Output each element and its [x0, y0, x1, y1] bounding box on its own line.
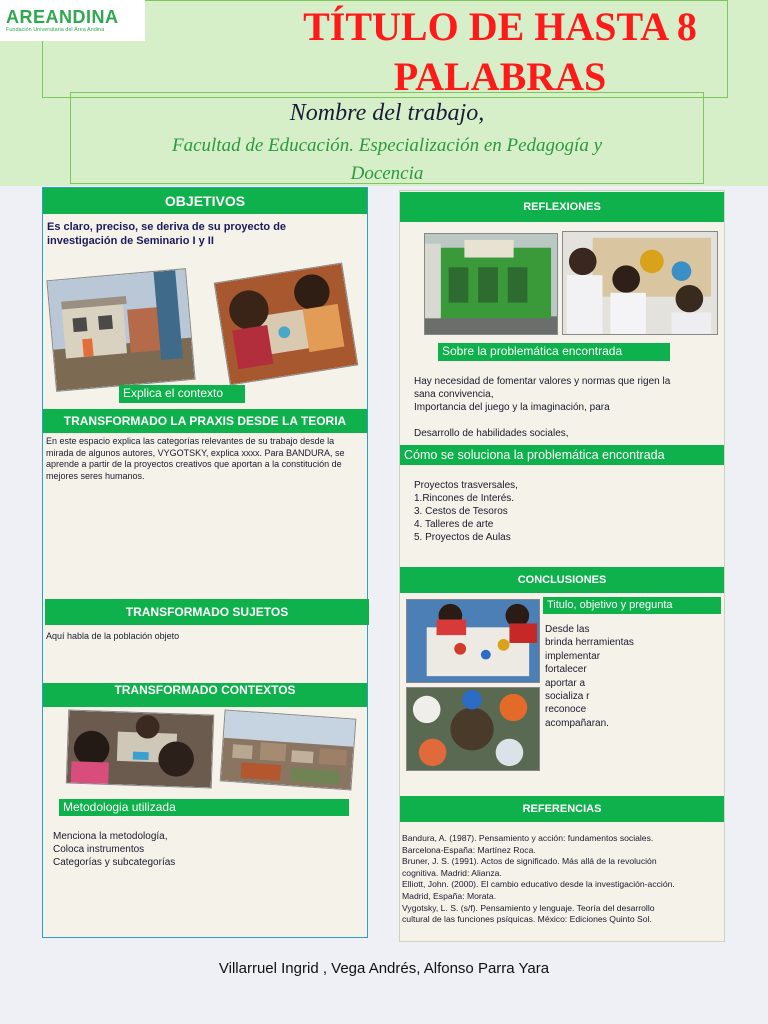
conclusiones-line: brinda herramientas: [545, 637, 634, 649]
objetivos-heading: OBJETIVOS: [43, 188, 367, 214]
conclusiones-line: reconoce: [545, 704, 587, 716]
conclusiones-label: Titulo, objetivo y pregunta: [543, 597, 721, 614]
faculty-line-1: Facultad de Educación. Especialización en Pedagogía y: [171, 135, 603, 156]
referencia-line: Elliott, John. (2000). El cambio educativo desde la investigación-acción.: [402, 879, 675, 890]
solucion-line: 4. Talleres de arte: [414, 519, 494, 530]
conclusiones-line: fortalecer: [545, 664, 587, 676]
work-name: Nombre del trabajo,: [289, 100, 485, 126]
problematica-line: [414, 414, 714, 427]
problematica-label: Sobre la problemática encontrada: [438, 343, 670, 361]
problematica-list: [414, 375, 714, 440]
logo-subtitle: Fundación Universitaria del Área Andina: [6, 27, 105, 33]
children-painting-photo: [562, 231, 718, 335]
referencia-line: Madrid, España: Morata.: [402, 890, 497, 901]
city-photo: [220, 709, 357, 790]
sujetos-text: Aquí habla de la población objeto: [46, 631, 180, 641]
metodologia-line: Menciona la metodología,: [53, 831, 168, 842]
conclusiones-line: aportar a: [545, 677, 586, 689]
referencia-line: cognitiva. Madrid: Alianza.: [402, 867, 502, 878]
reflexiones-heading: REFLEXIONES: [400, 192, 724, 222]
conclusiones-line: socializa r: [545, 691, 590, 703]
conclusiones-heading: CONCLUSIONES: [400, 567, 724, 593]
metodologia-line: Categorías y subcategorías: [53, 857, 176, 868]
left-column: [42, 187, 368, 938]
faculty-line-2: Docencia: [350, 163, 424, 184]
page-title: [250, 2, 750, 102]
problematica-line: Importancia del juego y la imaginación, para: [414, 402, 610, 413]
solucion-line: 5. Proyectos de Aulas: [414, 532, 511, 543]
right-column: [399, 190, 725, 942]
praxis-text: En este espacio explica las categorías relevantes de su trabajo desde la mirada de algunos autores, VYGOTSKY, explica xxxx. Para BANDURA, se aprende a partir de la proyectos creativos que aportan a la constitución de mejores seres humanos.: [46, 436, 345, 481]
metodologia-label: Metodologia utilizada: [59, 799, 349, 816]
objetivos-text: Es claro, preciso, se deriva de su proyecto de investigación de Seminario I y II: [47, 221, 287, 247]
title-line-2: PALABRAS: [393, 54, 607, 99]
authors: Villarruel Ingrid , Vega Andrés, Alfonso Parra Yara: [218, 960, 550, 977]
classroom-photo: [66, 709, 214, 788]
referencia-line: Barcelona-España: Martínez Roca.: [402, 844, 536, 855]
conclusiones-line: implementar: [545, 650, 601, 662]
contexto-label: Explica el contexto: [119, 385, 245, 403]
sujetos-heading: TRANSFORMADO SUJETOS: [45, 599, 369, 625]
solucion-line: 1.Rincones de Interés.: [414, 493, 515, 504]
solucion-line: Proyectos trasversales,: [414, 480, 518, 491]
logo: [0, 0, 145, 41]
kids-table-photo: [406, 599, 540, 683]
children-drawing-photo: [214, 262, 359, 385]
problematica-line: sana convivencia,: [414, 389, 494, 400]
praxis-heading: TRANSFORMADO LA PRAXIS DESDE LA TEORIA: [43, 409, 367, 433]
title-line-1: TÍTULO DE HASTA 8: [303, 4, 697, 49]
house-photo: [46, 268, 195, 392]
school-building-photo: [424, 233, 558, 335]
metodologia-line: Coloca instrumentos: [53, 844, 145, 855]
conclusiones-line: acompañaran.: [545, 717, 609, 729]
kids-circle-photo: [406, 687, 540, 771]
referencia-line: Bruner, J. S. (1991). Actos de significado. Más allá de la revolución: [402, 856, 657, 867]
conclusiones-list: [545, 623, 720, 730]
referencias-heading: REFERENCIAS: [400, 796, 724, 822]
conclusiones-line: Desde las: [545, 624, 590, 635]
referencia-line: Vygotsky, L. S. (s/f). Pensamiento y lenguaje. Teoría del desarrollo: [402, 902, 655, 913]
contextos-heading: TRANSFORMADO CONTEXTOS: [43, 683, 367, 707]
solucion-line: 3. Cestos de Tesoros: [414, 506, 508, 517]
problematica-line: Desarrollo de habilidades sociales,: [414, 428, 569, 439]
solucion-label: Cómo se soluciona la problemática encontrada: [400, 445, 724, 465]
referencia-line: Bandura, A. (1987). Pensamiento y acción: fundamentos sociales.: [402, 833, 654, 843]
problematica-line: Hay necesidad de fomentar valores y normas que rigen la: [414, 376, 671, 387]
referencias-list: [402, 833, 724, 926]
referencia-line: cultural de las funciones psíquicas. México: Ediciones Quinto Sol.: [402, 914, 652, 925]
metodologia-list: [53, 830, 353, 869]
solucion-list: [414, 479, 714, 544]
logo-name: AREANDINA: [6, 7, 119, 27]
faculty: [90, 132, 684, 188]
